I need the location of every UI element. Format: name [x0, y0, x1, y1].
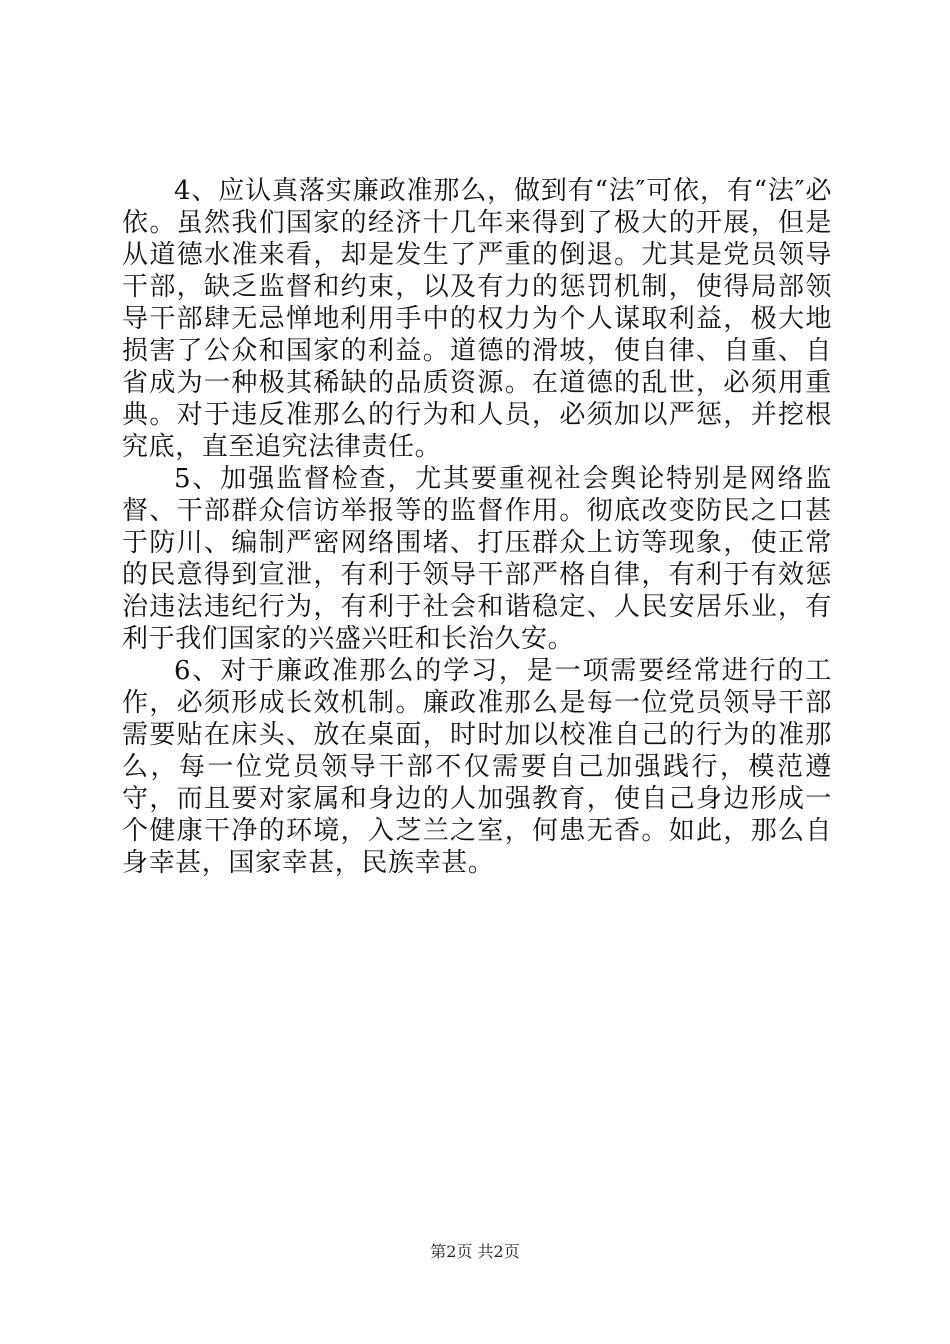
paragraph-6: 6、对于廉政准那么的学习，是一项需要经常进行的工作，必须形成长效机制。廉政准那么是每一位党员领导干部需要贴在床头、放在桌面，时时加以校准自己的行为的准那么，每一位党员领导干部不仅需要自己加强践行，模范遵守，而且要对家属和身边的人加强教育，使自己身边形成一个健康干净的环境，入芝兰之室，何患无香。如此，那么自身幸甚，国家幸甚，民族幸甚。: [122, 656, 832, 878]
page-footer: 第2页 共2页: [430, 1242, 520, 1261]
document-body: [122, 175, 832, 879]
paragraph-5: 5、加强监督检查，尤其要重视社会舆论特别是网络监督、干部群众信访举报等的监督作用。彻底改变防民之口甚于防川、编制严密网络围堵、打压群众上访等现象，使正常的民意得到宣泄，有利于领导干部严格自律，有利于有效惩治违法违纪行为，有利于社会和谐稳定、人民安居乐业，有利于我们国家的兴盛兴旺和长治久安。: [122, 464, 832, 654]
paragraph-4: 4、应认真落实廉政准那么，做到有“法″可依，有“法″必依。虽然我们国家的经济十几年来得到了极大的开展，但是从道德水准来看，却是发生了严重的倒退。尤其是党员领导干部，缺乏监督和约束，以及有力的惩罚机制，使得局部领导干部肆无忌惮地利用手中的权力为个人谋取利益，极大地损害了公众和国家的利益。道德的滑坡，使自律、自重、自省成为一种极其稀缺的品质资源。在道德的乱世，必须用重典。对于违反准那么的行为和人员，必须加以严惩，并挖根究底，直至追究法律责任。: [122, 176, 832, 462]
